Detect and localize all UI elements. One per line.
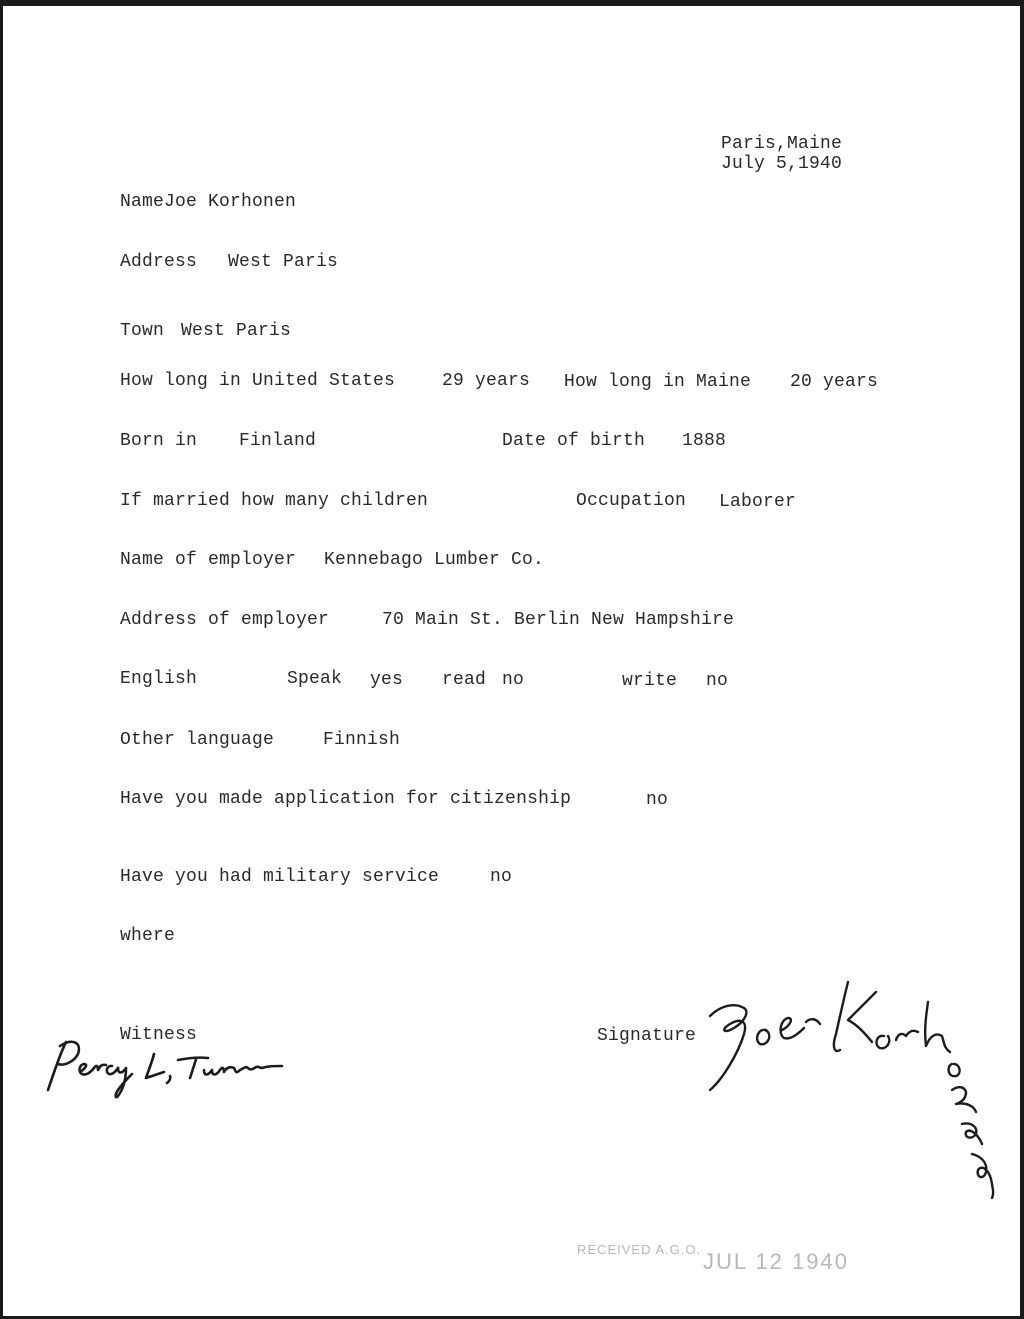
page-edge-top	[0, 0, 1024, 6]
born-label: Born in	[120, 431, 198, 451]
born-value: Finland	[239, 431, 317, 451]
employer-address-label: Address of employer	[120, 610, 330, 630]
witness-signature	[36, 1032, 296, 1104]
where-label: where	[120, 926, 176, 946]
us-residence-label: How long in United States	[120, 371, 396, 391]
citizenship-label: Have you made application for citizenship	[120, 789, 572, 809]
children-label: If married how many children	[120, 491, 429, 511]
employer-label: Name of employer	[120, 550, 297, 570]
us-residence-value: 29 years	[442, 371, 531, 391]
page-edge-left	[0, 0, 3, 1319]
military-label: Have you had military service	[120, 867, 440, 887]
write-label: write	[622, 671, 678, 691]
page-edge-right	[1020, 0, 1024, 1319]
read-value: no	[502, 670, 525, 690]
english-label: English	[120, 669, 198, 689]
employer-address-value: 70 Main St. Berlin New Hampshire	[382, 610, 735, 630]
header-date: July 5,1940	[721, 154, 843, 174]
town-value: West Paris	[181, 321, 292, 341]
employer-value: Kennebago Lumber Co.	[324, 550, 545, 570]
speak-label: Speak	[287, 669, 343, 689]
signature-label: Signature	[597, 1026, 697, 1046]
name-field	[120, 191, 296, 213]
occupation-label: Occupation	[576, 491, 687, 511]
name-label: Name	[120, 192, 165, 212]
dob-label: Date of birth	[502, 431, 646, 451]
maine-residence-label: How long in Maine	[564, 372, 752, 392]
military-value: no	[490, 867, 513, 887]
name-value: Joe Korhonen	[164, 192, 297, 212]
header-place: Paris,Maine	[721, 134, 843, 154]
town-label: Town	[120, 321, 165, 341]
read-label: read	[442, 670, 487, 690]
dob-value: 1888	[682, 431, 727, 451]
maine-residence-value: 20 years	[790, 372, 879, 392]
write-value: no	[706, 671, 729, 691]
speak-value: yes	[370, 670, 404, 690]
address-value: West Paris	[228, 252, 339, 272]
received-stamp-date: JUL 12 1940	[703, 1249, 849, 1274]
citizenship-value: no	[646, 790, 669, 810]
occupation-value: Laborer	[719, 492, 797, 512]
witness-label: Witness	[120, 1025, 198, 1045]
other-language-label: Other language	[120, 730, 275, 750]
address-label: Address	[120, 252, 198, 272]
received-stamp-text: RECEIVED A.G.O.	[577, 1242, 702, 1257]
other-language-value: Finnish	[323, 730, 401, 750]
applicant-signature	[700, 972, 1000, 1207]
